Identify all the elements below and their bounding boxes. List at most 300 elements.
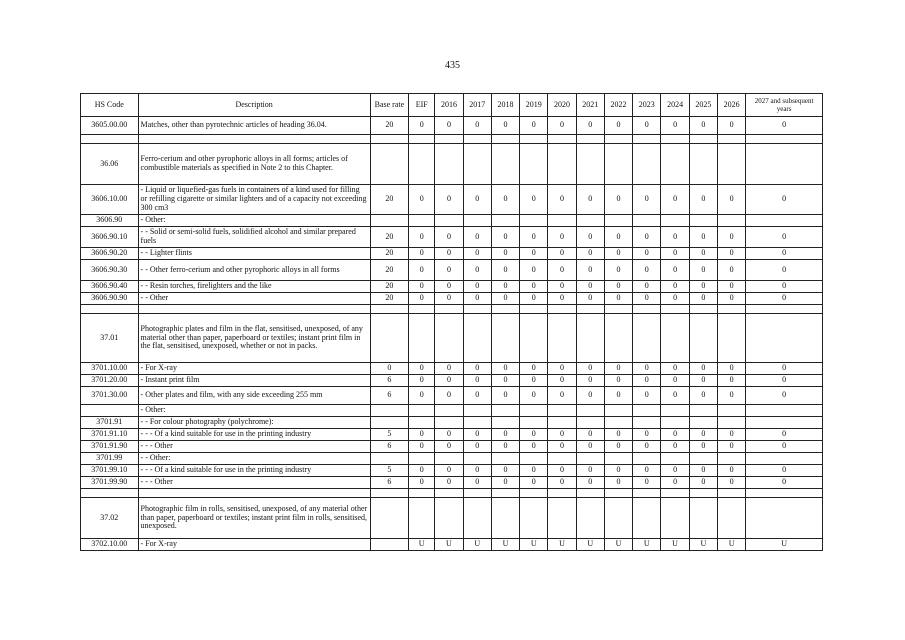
- rate-cell: U: [463, 539, 491, 551]
- rate-cell: 0: [689, 185, 717, 215]
- rate-cell: [576, 489, 604, 498]
- rate-cell: [491, 215, 519, 227]
- hs-code-cell: 3701.91: [81, 417, 139, 429]
- description-cell: [138, 135, 370, 144]
- rate-cell: [633, 453, 661, 465]
- hs-code-cell: 37.02: [81, 498, 139, 539]
- rate-cell: [633, 498, 661, 539]
- rate-cell: 0: [633, 248, 661, 260]
- rate-cell: [689, 144, 717, 185]
- base-rate-cell: 0: [370, 363, 408, 375]
- rate-cell: 0: [491, 429, 519, 441]
- rate-cell: [463, 405, 491, 417]
- rate-cell: 0: [689, 363, 717, 375]
- table-row: [81, 405, 823, 417]
- rate-cell: 0: [689, 227, 717, 248]
- base-rate-cell: 20: [370, 293, 408, 305]
- rate-cell: U: [435, 539, 463, 551]
- rate-cell-2027-subsequent: [746, 144, 823, 185]
- hs-code-cell: 3606.90.30: [81, 260, 139, 281]
- header-year-2025: 2025: [689, 94, 717, 117]
- rate-cell: 0: [689, 375, 717, 387]
- description-cell: - Other:: [138, 215, 370, 227]
- rate-cell: [604, 417, 632, 429]
- rate-cell: 0: [463, 363, 491, 375]
- header-year-2017: 2017: [463, 94, 491, 117]
- hs-code-cell: 3606.90.40: [81, 281, 139, 293]
- rate-cell: 0: [435, 227, 463, 248]
- rate-cell: [491, 453, 519, 465]
- rate-cell: 0: [409, 248, 435, 260]
- rate-cell: [661, 417, 689, 429]
- rate-cell: 0: [576, 429, 604, 441]
- rate-cell: 0: [520, 117, 548, 135]
- rate-cell: 0: [463, 185, 491, 215]
- rate-cell: [409, 135, 435, 144]
- table-row: [81, 314, 823, 363]
- rate-cell: 0: [604, 465, 632, 477]
- rate-cell: 0: [689, 477, 717, 489]
- rate-cell: [520, 498, 548, 539]
- rate-cell: 0: [717, 387, 745, 405]
- rate-cell: 0: [661, 293, 689, 305]
- rate-cell: 0: [661, 117, 689, 135]
- rate-cell: [435, 144, 463, 185]
- rate-cell: [520, 305, 548, 314]
- rate-cell: [548, 498, 576, 539]
- rate-cell: U: [633, 539, 661, 551]
- rate-cell: [576, 314, 604, 363]
- table-row: [81, 227, 823, 248]
- rate-cell: 0: [491, 281, 519, 293]
- header-row: [81, 94, 823, 117]
- description-cell: [138, 305, 370, 314]
- rate-cell: 0: [409, 293, 435, 305]
- rate-cell: 0: [576, 117, 604, 135]
- rate-cell: 0: [409, 185, 435, 215]
- rate-cell-2027-subsequent: 0: [746, 117, 823, 135]
- rate-cell: 0: [435, 477, 463, 489]
- rate-cell: [520, 314, 548, 363]
- hs-code-cell: 3605.00.00: [81, 117, 139, 135]
- table-row: [81, 305, 823, 314]
- rate-cell-2027-subsequent: 0: [746, 441, 823, 453]
- hs-code-cell: 3701.91.10: [81, 429, 139, 441]
- rate-cell: 0: [491, 441, 519, 453]
- rate-cell: 0: [435, 429, 463, 441]
- header-year-2022: 2022: [604, 94, 632, 117]
- rate-cell: 0: [604, 260, 632, 281]
- hs-code-cell: 3701.20.00: [81, 375, 139, 387]
- rate-cell: 0: [576, 387, 604, 405]
- table-row: [81, 489, 823, 498]
- table-row: [81, 248, 823, 260]
- rate-cell: [576, 498, 604, 539]
- rate-cell: 0: [491, 293, 519, 305]
- rate-cell: U: [576, 539, 604, 551]
- rate-cell: 0: [576, 248, 604, 260]
- table-row: [81, 281, 823, 293]
- rate-cell: 0: [576, 185, 604, 215]
- rate-cell: [463, 453, 491, 465]
- rate-cell: 0: [491, 465, 519, 477]
- hs-code-cell: [81, 135, 139, 144]
- rate-cell: 0: [633, 441, 661, 453]
- rate-cell: [576, 405, 604, 417]
- rate-cell: U: [491, 539, 519, 551]
- rate-cell: 0: [717, 375, 745, 387]
- rate-cell: 0: [520, 477, 548, 489]
- table-row: [81, 429, 823, 441]
- description-cell: - - Resin torches, firelighters and the like: [138, 281, 370, 293]
- header-base-rate: Base rate: [370, 94, 408, 117]
- rate-cell: [435, 417, 463, 429]
- page-number: 435: [445, 60, 460, 71]
- rate-cell: [689, 417, 717, 429]
- description-cell: - Instant print film: [138, 375, 370, 387]
- description-cell: - - Lighter flints: [138, 248, 370, 260]
- base-rate-cell: [370, 314, 408, 363]
- table-row: [81, 215, 823, 227]
- rate-cell: 0: [435, 465, 463, 477]
- rate-cell: [548, 305, 576, 314]
- description-cell: Ferro-cerium and other pyrophoric alloys in all forms; articles of combustible materials as specified in Note 2 to this Chapter.: [138, 144, 370, 185]
- table-row: [81, 135, 823, 144]
- rate-cell: [633, 305, 661, 314]
- rate-cell: 0: [689, 293, 717, 305]
- rate-cell: 0: [717, 281, 745, 293]
- rate-cell-2027-subsequent: [746, 305, 823, 314]
- rate-cell: [633, 135, 661, 144]
- rate-cell: [435, 215, 463, 227]
- rate-cell: 0: [604, 185, 632, 215]
- table-row: [81, 453, 823, 465]
- rate-cell: 0: [409, 477, 435, 489]
- rate-cell: [604, 135, 632, 144]
- header-year-2023: 2023: [633, 94, 661, 117]
- rate-cell: [689, 498, 717, 539]
- rate-cell: [409, 215, 435, 227]
- rate-cell: 0: [576, 375, 604, 387]
- rate-cell: 0: [548, 185, 576, 215]
- rate-cell: [491, 405, 519, 417]
- hs-code-cell: 3606.10.00: [81, 185, 139, 215]
- base-rate-cell: [370, 305, 408, 314]
- base-rate-cell: 20: [370, 248, 408, 260]
- rate-cell: [463, 215, 491, 227]
- description-cell: - - For colour photography (polychrome):: [138, 417, 370, 429]
- base-rate-cell: 20: [370, 260, 408, 281]
- rate-cell: 0: [576, 363, 604, 375]
- rate-cell-2027-subsequent: [746, 489, 823, 498]
- rate-cell: [576, 135, 604, 144]
- rate-cell: 0: [435, 375, 463, 387]
- rate-cell: [604, 144, 632, 185]
- rate-cell: 0: [576, 227, 604, 248]
- hs-code-cell: 3701.99.90: [81, 477, 139, 489]
- base-rate-cell: 6: [370, 375, 408, 387]
- base-rate-cell: 5: [370, 429, 408, 441]
- description-cell: - For X-ray: [138, 539, 370, 551]
- rate-cell: 0: [463, 248, 491, 260]
- rate-cell: [717, 489, 745, 498]
- base-rate-cell: 20: [370, 117, 408, 135]
- rate-cell: 0: [520, 363, 548, 375]
- rate-cell: [435, 314, 463, 363]
- hs-code-cell: 3701.10.00: [81, 363, 139, 375]
- rate-cell: [576, 215, 604, 227]
- hs-code-cell: 3606.90.20: [81, 248, 139, 260]
- rate-cell: [661, 305, 689, 314]
- hs-code-cell: [81, 305, 139, 314]
- rate-cell: 0: [717, 441, 745, 453]
- rate-cell: [435, 453, 463, 465]
- rate-cell: 0: [548, 363, 576, 375]
- rate-cell: [491, 417, 519, 429]
- rate-cell: [604, 489, 632, 498]
- rate-cell: [661, 489, 689, 498]
- rate-cell: 0: [633, 465, 661, 477]
- rate-cell: 0: [604, 248, 632, 260]
- rate-cell-2027-subsequent: 0: [746, 260, 823, 281]
- rate-cell: 0: [661, 465, 689, 477]
- description-cell: - - Other:: [138, 453, 370, 465]
- rate-cell: [409, 314, 435, 363]
- description-cell: Matches, other than pyrotechnic articles of heading 36.04.: [138, 117, 370, 135]
- rate-cell: [463, 305, 491, 314]
- rate-cell: 0: [491, 227, 519, 248]
- rate-cell: [491, 498, 519, 539]
- rate-cell: [689, 135, 717, 144]
- rate-cell: [689, 453, 717, 465]
- table-row: [81, 375, 823, 387]
- rate-cell: [661, 215, 689, 227]
- rate-cell: 0: [435, 281, 463, 293]
- rate-cell-2027-subsequent: [746, 417, 823, 429]
- tariff-schedule-table: [80, 93, 823, 551]
- header-description: Description: [138, 94, 370, 117]
- hs-code-cell: 3701.91.90: [81, 441, 139, 453]
- rate-cell: 0: [409, 387, 435, 405]
- rate-cell-2027-subsequent: 0: [746, 293, 823, 305]
- rate-cell: [463, 144, 491, 185]
- rate-cell: 0: [548, 293, 576, 305]
- rate-cell: [520, 135, 548, 144]
- rate-cell: 0: [435, 248, 463, 260]
- rate-cell-2027-subsequent: 0: [746, 248, 823, 260]
- rate-cell: [661, 314, 689, 363]
- rate-cell: 0: [633, 363, 661, 375]
- rate-cell: U: [661, 539, 689, 551]
- rate-cell: 0: [661, 429, 689, 441]
- rate-cell: [409, 305, 435, 314]
- rate-cell-2027-subsequent: 0: [746, 477, 823, 489]
- rate-cell-2027-subsequent: [746, 405, 823, 417]
- rate-cell: 0: [409, 281, 435, 293]
- rate-cell: 0: [689, 281, 717, 293]
- rate-cell: 0: [548, 260, 576, 281]
- rate-cell: 0: [491, 260, 519, 281]
- rate-cell: [717, 498, 745, 539]
- rate-cell: 0: [633, 387, 661, 405]
- rate-cell: 0: [633, 281, 661, 293]
- rate-cell: 0: [717, 185, 745, 215]
- rate-cell: 0: [689, 248, 717, 260]
- rate-cell: [717, 135, 745, 144]
- rate-cell: 0: [689, 465, 717, 477]
- rate-cell: [604, 405, 632, 417]
- rate-cell: 0: [409, 465, 435, 477]
- rate-cell: [633, 405, 661, 417]
- rate-cell: 0: [435, 363, 463, 375]
- description-cell: Photographic film in rolls, sensitised, unexposed, of any material other than paper, paperboard or textiles; instant print film in rolls, sensitised, unexposed.: [138, 498, 370, 539]
- rate-cell: 0: [491, 363, 519, 375]
- rate-cell: 0: [409, 429, 435, 441]
- rate-cell-2027-subsequent: [746, 453, 823, 465]
- rate-cell: 0: [491, 117, 519, 135]
- rate-cell-2027-subsequent: 0: [746, 227, 823, 248]
- rate-cell: [661, 498, 689, 539]
- rate-cell: 0: [548, 375, 576, 387]
- rate-cell: 0: [520, 429, 548, 441]
- rate-cell: [520, 417, 548, 429]
- rate-cell: [604, 453, 632, 465]
- rate-cell: 0: [463, 387, 491, 405]
- rate-cell: 0: [520, 375, 548, 387]
- rate-cell: 0: [463, 375, 491, 387]
- rate-cell: 0: [633, 477, 661, 489]
- hs-code-cell: [81, 405, 139, 417]
- rate-cell: 0: [661, 185, 689, 215]
- rate-cell: 0: [409, 227, 435, 248]
- description-cell: - - Other: [138, 293, 370, 305]
- header-2027-subsequent: 2027 and subsequent years: [746, 94, 823, 117]
- rate-cell: 0: [435, 260, 463, 281]
- rate-cell: 0: [548, 387, 576, 405]
- hs-code-cell: 3701.99.10: [81, 465, 139, 477]
- rate-cell: [633, 489, 661, 498]
- rate-cell: [576, 453, 604, 465]
- rate-cell: [491, 135, 519, 144]
- rate-cell: [409, 453, 435, 465]
- rate-cell: [435, 498, 463, 539]
- rate-cell: [435, 405, 463, 417]
- rate-cell: 0: [604, 293, 632, 305]
- rate-cell-2027-subsequent: [746, 215, 823, 227]
- rate-cell: [548, 489, 576, 498]
- rate-cell: 0: [604, 429, 632, 441]
- rate-cell: [689, 489, 717, 498]
- table-row: [81, 417, 823, 429]
- rate-cell: [661, 405, 689, 417]
- rate-cell: 0: [548, 465, 576, 477]
- rate-cell: 0: [604, 441, 632, 453]
- hs-code-cell: 3701.30.00: [81, 387, 139, 405]
- rate-cell: [661, 135, 689, 144]
- rate-cell-2027-subsequent: U: [746, 539, 823, 551]
- table-body: [81, 117, 823, 551]
- rate-cell: 0: [520, 281, 548, 293]
- rate-cell: 0: [661, 441, 689, 453]
- description-cell: - For X-ray: [138, 363, 370, 375]
- description-cell: - - - Other: [138, 441, 370, 453]
- rate-cell: 0: [409, 117, 435, 135]
- header-year-2024: 2024: [661, 94, 689, 117]
- rate-cell: 0: [604, 387, 632, 405]
- rate-cell: 0: [576, 293, 604, 305]
- rate-cell: [717, 314, 745, 363]
- rate-cell: [520, 405, 548, 417]
- base-rate-cell: [370, 453, 408, 465]
- header-year-2018: 2018: [491, 94, 519, 117]
- base-rate-cell: 20: [370, 185, 408, 215]
- description-cell: - Liquid or liquefied-gas fuels in containers of a kind used for filling or refilling cigarette or similar lighters and of a capacity not exceeding 300 cm3: [138, 185, 370, 215]
- base-rate-cell: [370, 498, 408, 539]
- rate-cell: [463, 489, 491, 498]
- rate-cell: 0: [689, 260, 717, 281]
- rate-cell-2027-subsequent: 0: [746, 375, 823, 387]
- rate-cell: [520, 215, 548, 227]
- hs-code-cell: 3606.90.10: [81, 227, 139, 248]
- rate-cell: 0: [548, 248, 576, 260]
- rate-cell: [491, 489, 519, 498]
- base-rate-cell: [370, 405, 408, 417]
- rate-cell: 0: [491, 477, 519, 489]
- hs-code-cell: 37.01: [81, 314, 139, 363]
- rate-cell: 0: [689, 117, 717, 135]
- table-row: [81, 441, 823, 453]
- rate-cell: 0: [689, 441, 717, 453]
- description-cell: - - Solid or semi-solid fuels, solidified alcohol and similar prepared fuels: [138, 227, 370, 248]
- rate-cell: [717, 215, 745, 227]
- rate-cell: U: [548, 539, 576, 551]
- rate-cell: 0: [717, 117, 745, 135]
- rate-cell: 0: [520, 441, 548, 453]
- rate-cell: 0: [409, 260, 435, 281]
- rate-cell: U: [409, 539, 435, 551]
- rate-cell: 0: [576, 441, 604, 453]
- rate-cell: [463, 314, 491, 363]
- rate-cell: [717, 405, 745, 417]
- rate-cell: 0: [576, 260, 604, 281]
- rate-cell: [548, 314, 576, 363]
- description-cell: [138, 489, 370, 498]
- rate-cell: [548, 405, 576, 417]
- rate-cell: [604, 305, 632, 314]
- base-rate-cell: 20: [370, 227, 408, 248]
- table-row: [81, 117, 823, 135]
- rate-cell: 0: [463, 281, 491, 293]
- rate-cell: [463, 498, 491, 539]
- rate-cell: [435, 489, 463, 498]
- rate-cell: 0: [576, 465, 604, 477]
- rate-cell: [661, 453, 689, 465]
- rate-cell: U: [520, 539, 548, 551]
- table-row: [81, 498, 823, 539]
- header-year-2026: 2026: [717, 94, 745, 117]
- rate-cell: 0: [491, 248, 519, 260]
- base-rate-cell: [370, 144, 408, 185]
- rate-cell: [576, 144, 604, 185]
- rate-cell: 0: [661, 260, 689, 281]
- rate-cell-2027-subsequent: [746, 314, 823, 363]
- rate-cell: 0: [604, 477, 632, 489]
- hs-code-cell: 3606.90.90: [81, 293, 139, 305]
- rate-cell: [576, 305, 604, 314]
- rate-cell: [409, 417, 435, 429]
- hs-code-cell: 36.06: [81, 144, 139, 185]
- rate-cell: [491, 314, 519, 363]
